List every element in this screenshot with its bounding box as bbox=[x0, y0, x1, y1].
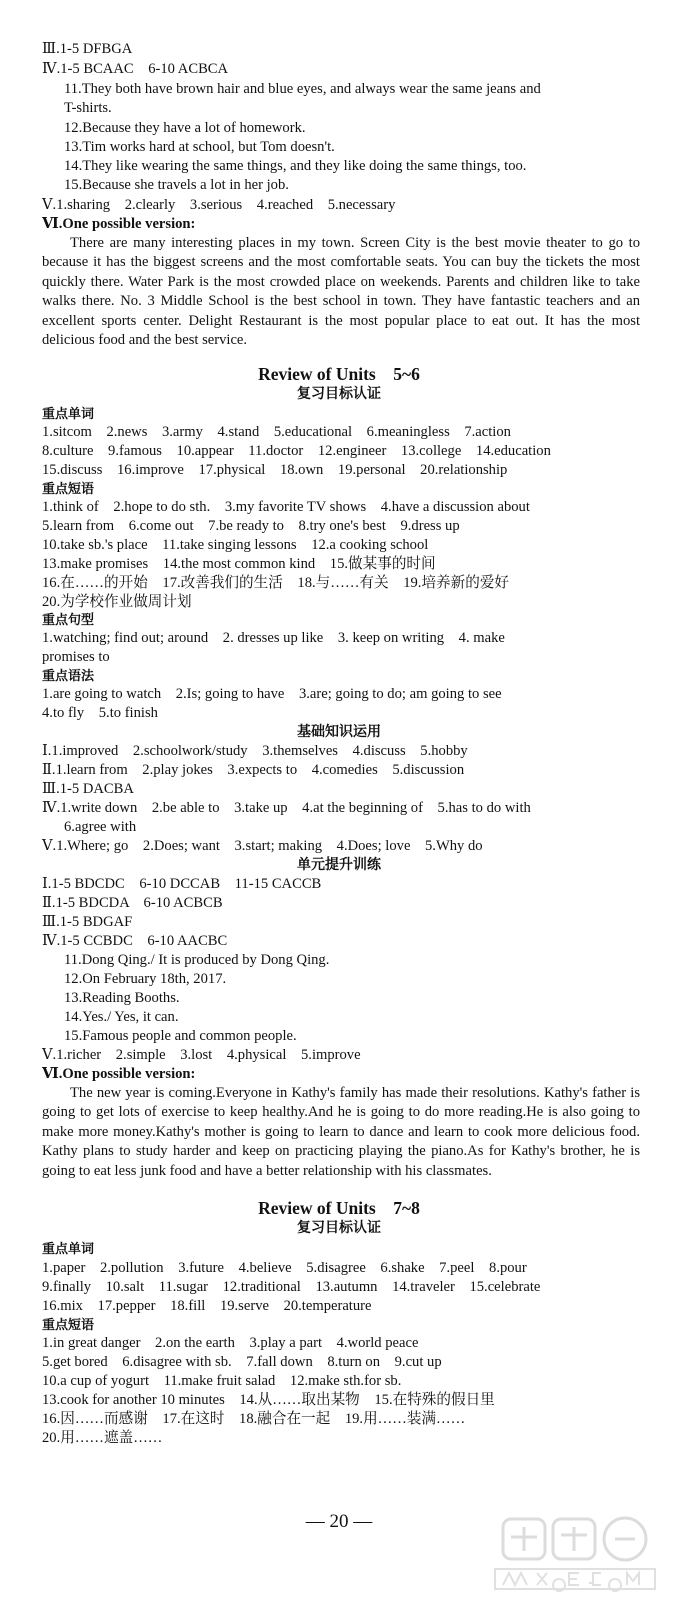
answer-line: Ⅴ.1.richer 2.simple 3.lost 4.physical 5.improve bbox=[42, 1047, 361, 1063]
answer-line: 15.Because she travels a lot in her job. bbox=[64, 177, 289, 193]
answer-line: T-shirts. bbox=[64, 100, 112, 116]
answer-line: 1.sitcom 2.news 3.army 4.stand 5.educational 6.meaningless 7.action bbox=[42, 424, 511, 440]
answer-line: Ⅴ.1.sharing 2.clearly 3.serious 4.reached 5.necessary bbox=[42, 197, 396, 213]
answer-line: 14.They like wearing the same things, and they like doing the same things, too. bbox=[64, 158, 527, 174]
answer-line: 13.make promises 14.the most common kind 15.做某事的时间 bbox=[42, 556, 436, 572]
section-label: Ⅵ.One possible version: bbox=[42, 1066, 196, 1082]
answer-line: Ⅳ.1-5 CCBDC 6-10 AACBC bbox=[42, 933, 228, 949]
section-heading: 重点短语 bbox=[42, 482, 95, 497]
essay-paragraph: The new year is coming.Everyone in Kathy's family has made their resolutions. Kathy's father is going to get lots of exercise to keep healthy.And he is going to do more reading.He is also going to make more money.Kathy's mother is going to learn to dance and learn to cook more delicious food. Kathy plans to study harder and keep on practicing playing the piano.As for Kathy's brother, he is going to eat less junk food and have a better relationship with his classmates. bbox=[42, 1085, 640, 1179]
answer-line: Ⅱ.1-5 BDCDA 6-10 ACBCB bbox=[42, 895, 223, 911]
answer-line: Ⅴ.1.Where; go 2.Does; want 3.start; making 4.Does; love 5.Why do bbox=[42, 838, 483, 854]
answer-line: 16.mix 17.pepper 18.fill 19.serve 20.temperature bbox=[42, 1298, 372, 1314]
answer-line: 20.为学校作业做周计划 bbox=[42, 594, 192, 610]
answer-line: 15.discuss 16.improve 17.physical 18.own 19.personal 20.relationship bbox=[42, 462, 508, 478]
answer-line: 16.因……而感谢 17.在这时 18.融合在一起 19.用……装满…… bbox=[42, 1411, 466, 1427]
review-subtitle: 复习目标认证 bbox=[297, 386, 381, 402]
answer-line: 9.finally 10.salt 11.sugar 12.traditional 13.autumn 14.traveler 15.celebrate bbox=[42, 1279, 541, 1295]
answer-line: Ⅲ.1-5 BDGAF bbox=[42, 914, 133, 930]
answer-line: 1.paper 2.pollution 3.future 4.believe 5.disagree 6.shake 7.peel 8.pour bbox=[42, 1260, 527, 1276]
answer-line: 13.Reading Booths. bbox=[64, 990, 180, 1006]
answer-line: 11.Dong Qing./ It is produced by Dong Qing. bbox=[64, 952, 330, 968]
answer-line: 5.get bored 6.disagree with sb. 7.fall down 8.turn on 9.cut up bbox=[42, 1354, 442, 1370]
review-title: Review of Units 7~8 bbox=[258, 1198, 420, 1218]
review-subtitle: 复习目标认证 bbox=[297, 1220, 381, 1236]
answer-line: 16.在……的开始 17.改善我们的生活 18.与……有关 19.培养新的爱好 bbox=[42, 575, 510, 591]
section-heading: 重点句型 bbox=[42, 613, 95, 628]
review-title: Review of Units 5~6 bbox=[258, 364, 420, 384]
section-subtitle: 基础知识运用 bbox=[297, 724, 381, 740]
essay-paragraph: There are many interesting places in my town. Screen City is the best movie theater to go to because it has the biggest screens and the most comfortable seats. You can buy the tickets the most quickly there. Water Park is the most crowded place on weekends. Parents and children like to take walks there. No. 3 Middle School is the best school in town. They have fantastic teachers and an excellent sports center. Delight Restaurant is the most popular place to eat out. It has the most delicious food and the best service. bbox=[42, 235, 640, 349]
section-heading: 重点单词 bbox=[42, 407, 95, 422]
answer-line: Ⅲ.1-5 DACBA bbox=[42, 781, 134, 797]
answer-line: Ⅳ.1.write down 2.be able to 3.take up 4.at the beginning of 5.has to do with bbox=[42, 800, 531, 816]
answer-line: 10.take sb.'s place 11.take singing lessons 12.a cooking school bbox=[42, 537, 429, 553]
section-label: Ⅵ.One possible version: bbox=[42, 216, 196, 232]
answer-line: 14.Yes./ Yes, it can. bbox=[64, 1009, 179, 1025]
answer-line: 13.cook for another 10 minutes 14.从……取出某物 15.在特殊的假日里 bbox=[42, 1392, 495, 1408]
answer-line: 12.On February 18th, 2017. bbox=[64, 971, 227, 987]
answer-line: Ⅰ.1-5 BDCDC 6-10 DCCAB 11-15 CACCB bbox=[42, 876, 322, 892]
watermark-logo bbox=[485, 1515, 665, 1593]
section-heading: 重点短语 bbox=[42, 1318, 95, 1333]
answer-line: 1.think of 2.hope to do sth. 3.my favorite TV shows 4.have a discussion about bbox=[42, 499, 530, 515]
answer-line: 12.Because they have a lot of homework. bbox=[64, 120, 306, 136]
answer-line: Ⅱ.1.learn from 2.play jokes 3.expects to 4.comedies 5.discussion bbox=[42, 762, 465, 778]
answer-line: 11.They both have brown hair and blue eyes, and always wear the same jeans and bbox=[64, 81, 541, 97]
answer-line: promises to bbox=[42, 649, 110, 665]
section-subtitle: 单元提升训练 bbox=[297, 857, 381, 873]
answer-line: 6.agree with bbox=[64, 819, 137, 835]
page-number: — 20 — bbox=[305, 1511, 373, 1532]
answer-line: 1.are going to watch 2.Is; going to have 3.are; going to do; am going to see bbox=[42, 686, 502, 702]
answer-line: 4.to fly 5.to finish bbox=[42, 705, 158, 721]
answer-line: 5.learn from 6.come out 7.be ready to 8.try one's best 9.dress up bbox=[42, 518, 460, 534]
answer-line: 20.用……遮盖…… bbox=[42, 1430, 163, 1446]
answer-line: Ⅰ.1.improved 2.schoolwork/study 3.themselves 4.discuss 5.hobby bbox=[42, 743, 468, 759]
answer-line: 15.Famous people and common people. bbox=[64, 1028, 297, 1044]
answer-line: 1.watching; find out; around 2. dresses up like 3. keep on writing 4. make bbox=[42, 630, 505, 646]
answer-line: 1.in great danger 2.on the earth 3.play a part 4.world peace bbox=[42, 1335, 419, 1351]
section-heading: 重点语法 bbox=[42, 669, 95, 684]
answer-line: Ⅲ.1-5 DFBGA bbox=[42, 41, 133, 57]
answer-line: 10.a cup of yogurt 11.make fruit salad 12.make sth.for sb. bbox=[42, 1373, 402, 1389]
section-heading: 重点单词 bbox=[42, 1242, 95, 1257]
answer-line: Ⅳ.1-5 BCAAC 6-10 ACBCA bbox=[42, 61, 229, 77]
answer-line: 13.Tim works hard at school, but Tom doesn't. bbox=[64, 139, 335, 155]
answer-line: 8.culture 9.famous 10.appear 11.doctor 12.engineer 13.college 14.education bbox=[42, 443, 551, 459]
